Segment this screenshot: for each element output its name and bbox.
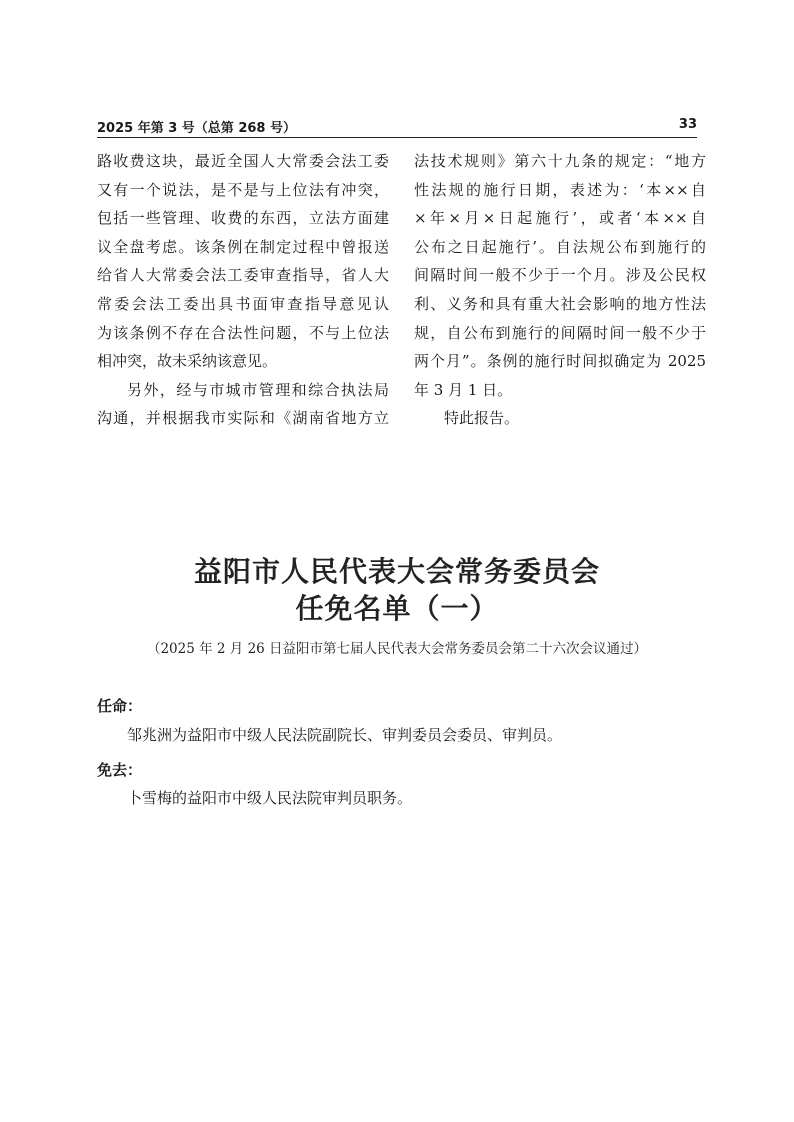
document-subtitle: （2025 年 2 月 26 日益阳市第七届人民代表大会常务委员会第二十六次会议通过） bbox=[146, 641, 648, 657]
text-line: 包括一些管理、收费的东西，立法方面建 bbox=[97, 209, 389, 228]
left-text-column bbox=[97, 147, 389, 433]
text-line: 另外，经与市城市管理和综合执法局 bbox=[127, 380, 389, 399]
appoint-label: 任命： bbox=[97, 697, 143, 715]
text-line: 路收费这块，最近全国人大常委会法工委 bbox=[97, 152, 389, 170]
text-line: 特此报告。 bbox=[444, 409, 520, 428]
running-header bbox=[97, 117, 697, 138]
text-line: 年 3 月 1 日。 bbox=[414, 380, 513, 399]
dismiss-label: 免去： bbox=[97, 761, 143, 779]
text-line: 沟通，并根据我市实际和《湖南省地方立 bbox=[97, 409, 389, 428]
text-line: 间隔时间一般不少于一个月。涉及公民权 bbox=[414, 266, 706, 285]
issue-info: 2025 年第 3 号（总第 268 号） bbox=[97, 121, 296, 136]
dismiss-item: 卜雪梅的益阳市中级人民法院审判员职务。 bbox=[127, 789, 413, 807]
text-line: 相冲突，故未采纳该意见。 bbox=[97, 352, 278, 371]
right-text-column bbox=[414, 147, 706, 433]
text-line: 两个月”。条例的施行时间拟确定为 2025 bbox=[414, 352, 706, 371]
text-line: 规，自公布到施行的间隔时间一般不少于 bbox=[414, 323, 706, 342]
text-line: 利、义务和具有重大社会影响的地方性法 bbox=[414, 294, 706, 313]
text-line: 法技术规则》第六十九条的规定：“地方 bbox=[414, 152, 706, 170]
text-line: 公布之日起施行’。自法规公布到施行的 bbox=[414, 237, 706, 256]
text-line: 又有一个说法，是不是与上位法有冲突， bbox=[97, 180, 389, 199]
text-line: 议全盘考虑。该条例在制定过程中曾报送 bbox=[97, 237, 389, 256]
text-line: 性法规的施行日期，表述为：‘本××自 bbox=[414, 180, 706, 199]
text-line: 常委会法工委出具书面审查指导意见认 bbox=[97, 294, 389, 313]
text-line: 为该条例不存在合法性问题，不与上位法 bbox=[97, 323, 389, 342]
document-title-line2: 任免名单（一） bbox=[295, 592, 499, 625]
text-line: ×年×月×日起施行’，或者‘本××自 bbox=[414, 209, 706, 228]
appoint-item: 邹兆洲为益阳市中级人民法院副院长、审判委员会委员、审判员。 bbox=[127, 726, 563, 744]
document-title: 益阳市人民代表大会常务委员会 bbox=[193, 555, 600, 588]
page-number: 33 bbox=[678, 117, 697, 132]
text-line: 给省人大常委会法工委审查指导，省人大 bbox=[97, 266, 389, 285]
